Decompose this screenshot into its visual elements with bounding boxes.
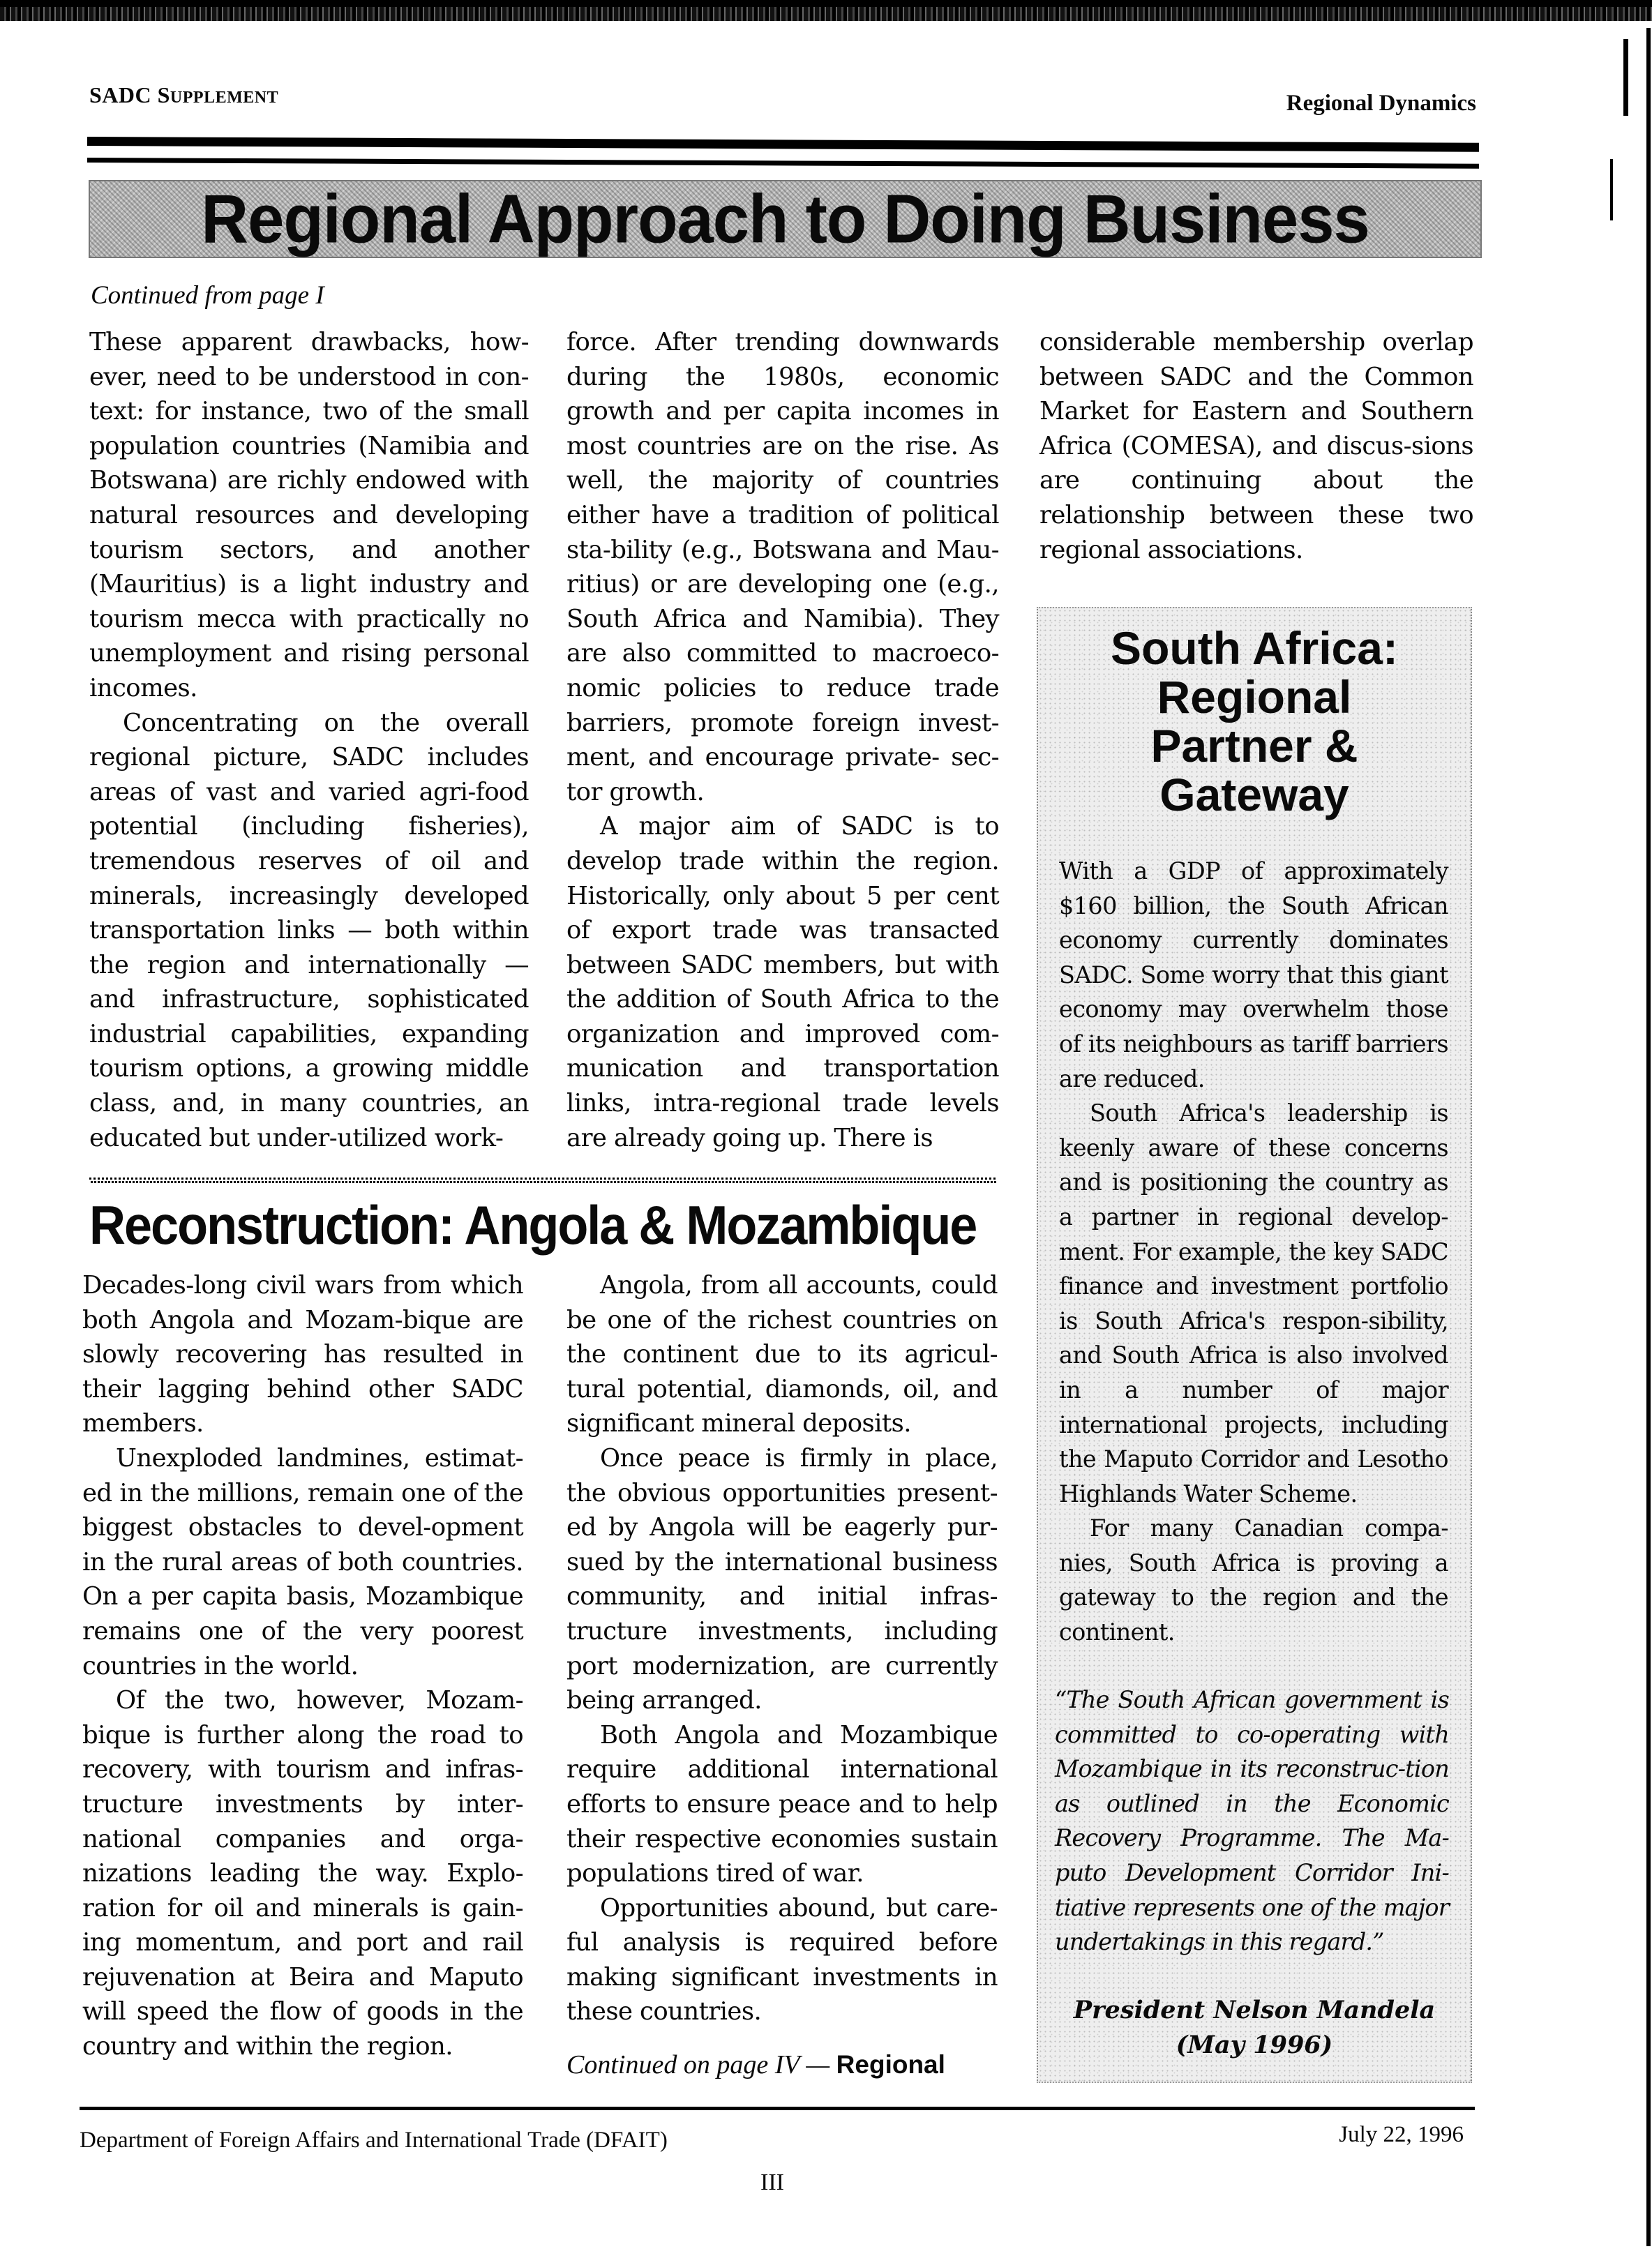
scan-edge-mark (1646, 28, 1651, 2246)
footer-rule (80, 2107, 1475, 2110)
paragraph: Once peace is firmly in place, the obvious opportunities present-ed by Angola will be eagerly pur-sued by the international business community, and initial infras-tructure investments, including port modernization, are currently being arranged. (566, 1443, 998, 1715)
paragraph: With a GDP of approximately $160 billion, the South African economy currently dominates SADC. Some worry that this giant economy may overwhelm those of its neighbours as tariff barriers are reduced. (1059, 857, 1448, 1092)
paragraph: force. After trending downwards during the 1980s, economic growth and per capita incomes in most countries are on the rise. As well, the majority of countries either have a tradition of political sta-bility (e.g., Botswana and Mau-ritius) or are developing one (e.g., South Africa and Namibia). They are also committed to macroeco-nomic policies to reduce trade barriers, promote foreign invest-ment, and encourage private- sec-tor growth. (566, 328, 999, 806)
second-article-column-1 (82, 1268, 523, 2064)
section-label-smallcaps: UPPLEMENT (170, 89, 279, 107)
publication-date: July 22, 1996 (1339, 2122, 1464, 2147)
page-number: III (760, 2169, 784, 2195)
header-rule-thick (87, 137, 1479, 152)
paragraph: Unexploded landmines, estimat-ed in the millions, remain one of the biggest obstacles to devel-opment in the rural areas of both countries. On a per capita basis, Mozambique remains one of the very poorest countries in the world. (82, 1443, 523, 1680)
sidebar-title-line: Regional (1157, 671, 1352, 723)
second-article-title: Reconstruction: Angola & Mozambique (89, 1196, 977, 1256)
section-right-label: Regional Dynamics (1286, 91, 1476, 116)
header-rule-thin (87, 158, 1479, 169)
sidebar-body (1059, 854, 1448, 1650)
paragraph: For many Canadian compa-nies, South Africa is proving a gateway to the region and the continent. (1059, 1514, 1448, 1646)
paragraph: Decades-long civil wars from which both Angola and Mozam-bique are slowly recovering has resulted in their lagging behind other SADC members. (82, 1271, 523, 1438)
attribution-name: President Nelson Mandela (1073, 1996, 1436, 2024)
continued-on[interactable] (566, 2047, 998, 2083)
sidebar-quote: “The South African government is committed to co-operating with Mozambique in its reconstruc-tion as outlined in the Economic Recovery Programme. The Ma-puto Development Corridor Ini-tiative represents one of the major undertakings in this regard.” (1055, 1686, 1449, 1956)
main-article-column-3 (1039, 325, 1473, 567)
continued-on-target[interactable]: Regional (836, 2050, 945, 2079)
continued-on-label: Continued on page IV — (566, 2050, 836, 2080)
main-article-column-1 (89, 325, 529, 1155)
paragraph: Opportunities abound, but care-ful analysis is required before making significant investments in these countries. (566, 1893, 998, 2026)
paragraph: South Africa's leadership is keenly aware of these concerns and is positioning the country as a partner in regional develop-ment. For example, the key SADC finance and investment portfolio is South Africa's respon-sibility, and South Africa is also involved in a number of major international projects, including the Maputo Corridor and Lesotho Highlands Water Scheme. (1059, 1099, 1448, 1507)
continued-from: Continued from page I (91, 281, 324, 310)
main-article-column-2 (566, 325, 999, 1155)
sidebar-title-line: Gateway (1159, 769, 1349, 820)
headline-banner (89, 180, 1482, 258)
section-label-main: SADC S (89, 82, 170, 107)
scan-edge-artifact (0, 0, 1652, 21)
paragraph: Of the two, however, Mozam-bique is further along the road to recovery, with tourism and infras-tructure investments by inter-national companies and orga-nizations leading the way. Explo-ration for oil and minerals is gain-ing momentum, and port and rail rejuvenation at Beira and Maputo will speed the flow of goods in the country and within the region. (82, 1686, 523, 2061)
sidebar-title-line: South Africa: (1111, 622, 1398, 674)
scan-edge-mark (1610, 159, 1613, 220)
second-article-column-2 (566, 1268, 998, 2083)
sidebar-title-line: Partner & (1150, 720, 1358, 772)
paragraph: considerable membership overlap between SADC and the Common Market for Eastern and Southern Africa (COMESA), and discus-sions are continuing about the relationship between these two regional associations. (1039, 328, 1473, 564)
paragraph: Both Angola and Mozambique require additional international efforts to ensure peace and to help their respective economies sustain populations tired of war. (566, 1720, 998, 1888)
sidebar-box (1037, 607, 1472, 2083)
sidebar-title (1038, 624, 1471, 819)
attribution-date: (May 1996) (1176, 2030, 1333, 2059)
paragraph: These apparent drawbacks, how-ever, need to be understood in con-text: for instance, two of the small population countries (Namibia and Botswana) are richly endowed with natural resources and developing tourism sectors, and another (Mauritius) is a light industry and tourism mecca with practically no unemployment and rising personal incomes. (89, 328, 529, 702)
headline-title: Regional Approach to Doing Business (201, 180, 1369, 257)
scan-edge-mark (1623, 39, 1628, 116)
section-divider (89, 1178, 998, 1183)
paragraph: Concentrating on the overall regional picture, SADC includes areas of vast and varied agri-food potential (including fisheries), tremendous reserves of oil and minerals, increasingly developed transportation links — both within the region and internationally — and infrastructure, sophisticated industrial capabilities, expanding tourism options, a growing middle class, and, in many countries, an educated but under-utilized work- (89, 708, 529, 1152)
paragraph: A major aim of SADC is to develop trade within the region. Historically, only about 5 per cent of export trade was transacted between SADC members, but with the addition of South Africa to the organization and improved com-munication and transportation links, intra-regional trade levels are already going up. There is (566, 812, 999, 1152)
publisher-name: Department of Foreign Affairs and International Trade (DFAIT) (80, 2128, 668, 2153)
paragraph: Angola, from all accounts, could be one of the richest countries on the continent due to its agricul-tural potential, diamonds, oil, and significant mineral deposits. (566, 1271, 998, 1438)
quote-attribution (1038, 1993, 1471, 2062)
section-label (89, 82, 278, 108)
